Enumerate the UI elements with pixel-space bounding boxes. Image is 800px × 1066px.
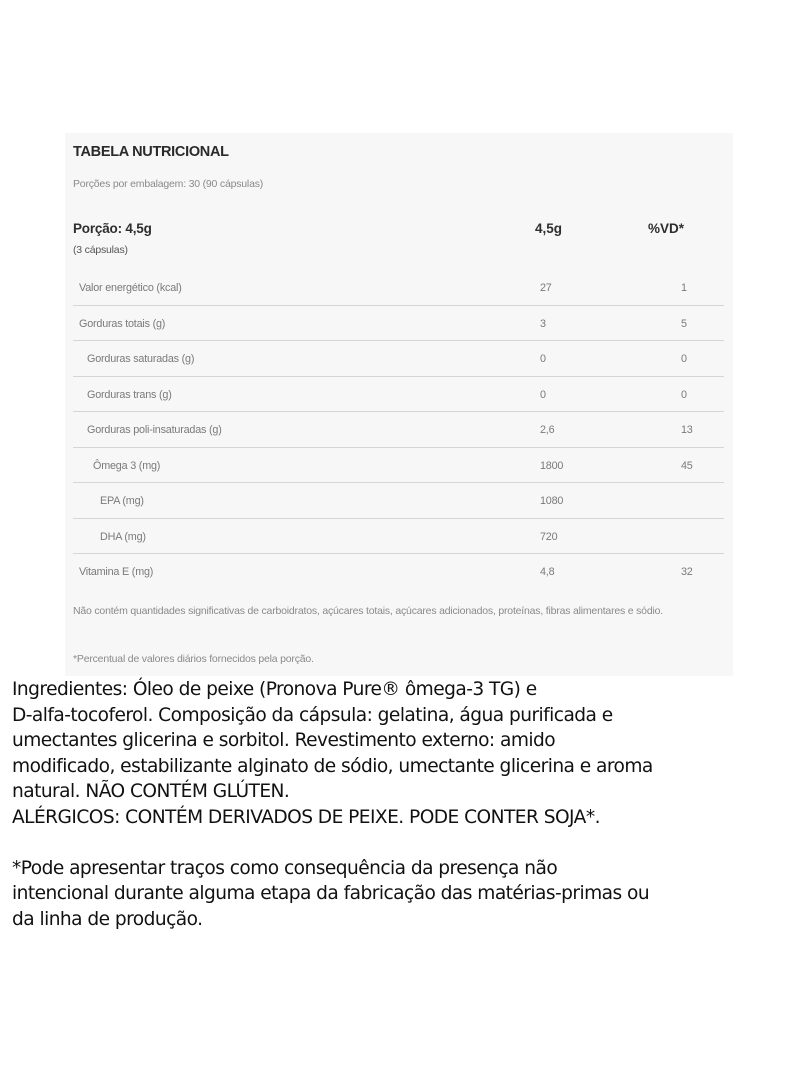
nutrient-amount: 2,6: [540, 424, 555, 436]
ingredients-line: D-alfa-tocoferol. Composição da cápsula: gelatina, água purificada e: [12, 704, 613, 726]
nutrient-vd: 5: [681, 317, 687, 330]
table-row: [73, 519, 724, 555]
nutrient-label: Gorduras poli-insaturadas (g): [87, 424, 222, 436]
nutrient-label: EPA (mg): [100, 495, 144, 507]
ingredients-line: umectantes glicerina e sorbitol. Revestimento externo: amido: [12, 730, 556, 751]
ingredients-line: Ingredientes: Óleo de peixe (Pronova Pure® ômega-3 TG) e: [12, 679, 537, 700]
nutrient-amount: 720: [540, 530, 558, 543]
spacer: [12, 830, 797, 856]
nutrient-amount: 0: [540, 388, 546, 401]
trace-note-line: da linha de produção.: [12, 908, 203, 930]
column-header-vd: %VD*: [648, 221, 685, 236]
nutrient-amount: 3: [540, 317, 546, 330]
ingredients-block: [12, 677, 797, 932]
table-row: [73, 341, 724, 377]
nutrient-vd: 32: [681, 566, 693, 578]
nutrient-vd: 13: [681, 424, 693, 436]
nutrient-amount: 0: [540, 353, 546, 365]
nutrient-label: Gorduras trans (g): [87, 388, 172, 401]
trace-note-line: *Pode apresentar traços como consequência da presença não: [12, 857, 558, 879]
table-row: [73, 306, 724, 342]
nutrient-label: Vitamina E (mg): [79, 566, 154, 578]
servings-per-package: Porções por embalagem: 30 (90 cápsulas): [73, 178, 264, 190]
table-title: TABELA NUTRICIONAL: [73, 144, 229, 160]
ingredients-line: natural. NÃO CONTÉM GLÚTEN.: [12, 781, 290, 802]
nutrient-label: Gorduras saturadas (g): [87, 353, 195, 365]
nutrient-label: DHA (mg): [100, 530, 146, 543]
nutrient-vd: 0: [681, 353, 687, 365]
table-row: [73, 554, 724, 590]
allergens-statement: ALÉRGICOS: CONTÉM DERIVADOS DE PEIXE. PODE CONTER SOJA*.: [12, 806, 600, 828]
footnote-nonsignificant: Não contém quantidades significativas de carboidratos, açúcares totais, açúcares adicionados, proteínas, fibras alimentares e sódio.: [73, 605, 663, 617]
portion-label: Porção: 4,5g: [73, 221, 152, 236]
nutrition-table-panel: [65, 133, 733, 676]
nutrient-amount: 27: [540, 282, 552, 294]
nutrient-amount: 4,8: [540, 566, 555, 578]
nutrient-amount: 1080: [540, 495, 564, 507]
nutrition-rows: [73, 270, 724, 590]
portion-subtitle: (3 cápsulas): [73, 244, 128, 256]
ingredients-line: modificado, estabilizante alginato de sódio, umectante glicerina e aroma: [12, 755, 653, 777]
nutrient-vd: 1: [681, 282, 687, 294]
footnote-vd: *Percentual de valores diários fornecidos pela porção.: [73, 653, 314, 665]
trace-note-line: intencional durante alguma etapa da fabricação das matérias-primas ou: [12, 883, 650, 904]
nutrient-vd: 45: [681, 459, 693, 472]
nutrient-amount: 1800: [540, 459, 564, 472]
table-row: [73, 483, 724, 519]
nutrient-label: Ômega 3 (mg): [93, 459, 161, 472]
column-header-amount: 4,5g: [535, 221, 563, 236]
table-row: [73, 377, 724, 413]
table-row: [73, 412, 724, 448]
nutrient-label: Gorduras totais (g): [79, 317, 166, 330]
table-row: [73, 448, 724, 484]
nutrient-vd: 0: [681, 388, 687, 401]
nutrient-label: Valor energético (kcal): [79, 282, 182, 294]
table-row: [73, 270, 724, 306]
